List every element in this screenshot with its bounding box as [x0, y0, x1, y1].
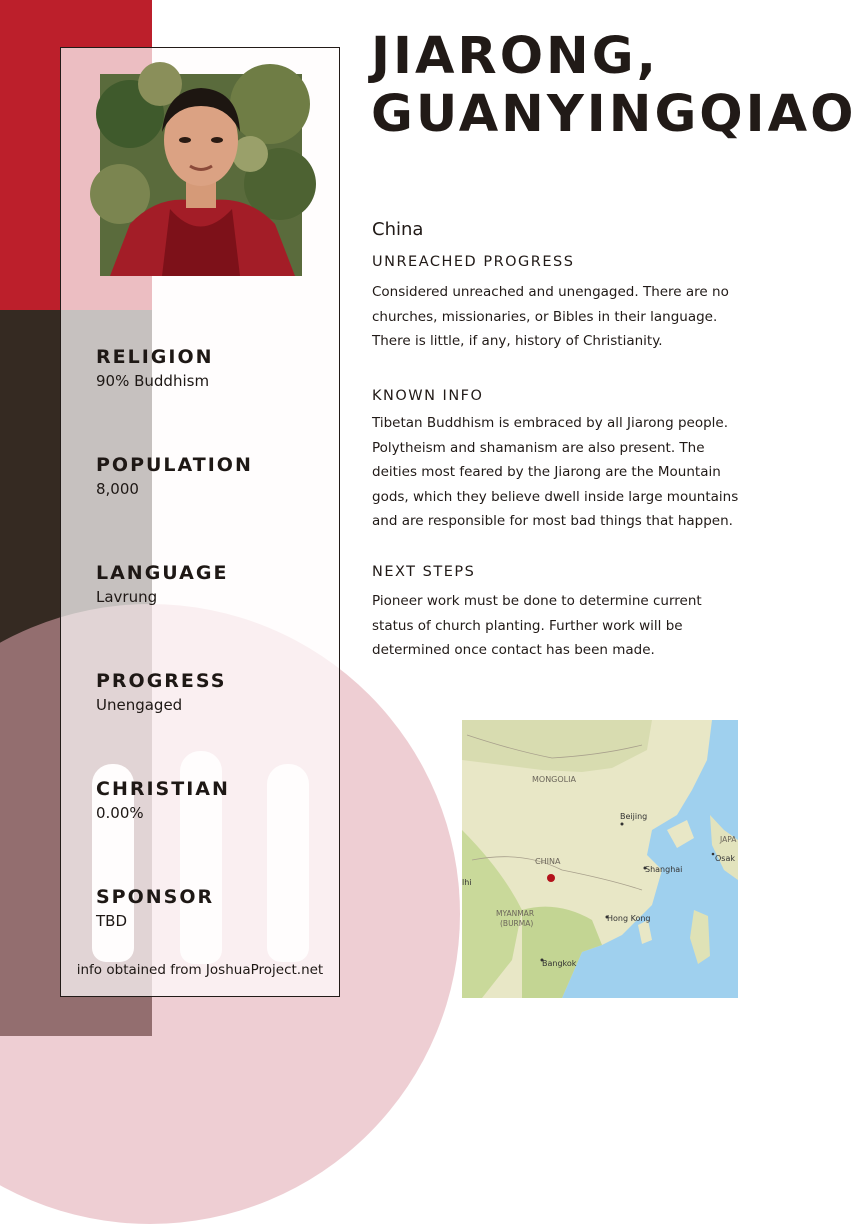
next-steps-text: Pioneer work must be done to determine current status of church planting. Further work will be determined once contact has been made.: [372, 593, 702, 658]
map-label-mongolia: MONGOLIA: [532, 775, 576, 784]
population-label: POPULATION: [96, 454, 253, 476]
population-stat: [96, 454, 253, 498]
map-label-hong-kong: Hong Kong: [607, 914, 651, 923]
religion-stat: [96, 346, 214, 390]
location-map[interactable]: [462, 720, 738, 998]
map-label-shanghai: Shanghai: [645, 865, 683, 874]
location-marker-icon: [547, 874, 555, 882]
map-label-delhi: lhi: [462, 878, 472, 887]
map-label-burma: (BURMA): [500, 919, 534, 928]
next-steps-heading: NEXT STEPS: [372, 564, 476, 580]
map-label-japan: JAPA: [720, 835, 737, 844]
population-value: 8,000: [96, 480, 139, 498]
christian-label: CHRISTIAN: [96, 778, 230, 800]
map-label-bangkok: Bangkok: [542, 959, 577, 968]
country-name: China: [372, 219, 424, 240]
map-label-myanmar: MYANMAR: [496, 909, 535, 918]
sponsor-label: SPONSOR: [96, 886, 215, 908]
progress-value: Unengaged: [96, 696, 183, 714]
language-label: LANGUAGE: [96, 562, 229, 584]
profile-photo: [100, 74, 302, 276]
map-label-beijing: Beijing: [620, 812, 648, 821]
known-info-text: Tibetan Buddhism is embraced by all Jiarong people. Polytheism and shamanism are also present. The deities most feared by the Jiarong are the Mountain gods, which they believe dwell inside large mountains and are responsible for most bad things that happen.: [372, 415, 739, 529]
progress-stat: [96, 670, 226, 714]
pillar-decoration: [267, 764, 309, 962]
progress-label: PROGRESS: [96, 670, 227, 692]
source-credit: info obtained from JoshuaProject.net: [76, 962, 324, 978]
map-label-china: CHINA: [535, 857, 561, 866]
unreached-heading: UNREACHED PROGRESS: [372, 254, 575, 270]
page-title: JIARONG, GUANYINGQIAO: [371, 27, 856, 144]
christian-value: 0.00%: [96, 804, 144, 822]
sponsor-stat: [96, 886, 214, 930]
known-info-heading: KNOWN INFO: [372, 388, 484, 404]
unreached-text: Considered unreached and unengaged. There are no churches, missionaries, or Bibles in their language. There is little, if any, history of Christianity.: [372, 284, 729, 349]
sponsor-value: TBD: [96, 912, 128, 930]
language-value: Lavrung: [96, 588, 158, 606]
christian-stat: [96, 778, 230, 822]
map-label-osaka: Osak: [715, 854, 735, 863]
language-stat: [96, 562, 228, 606]
religion-label: RELIGION: [96, 346, 214, 368]
religion-value: 90% Buddhism: [96, 372, 210, 390]
